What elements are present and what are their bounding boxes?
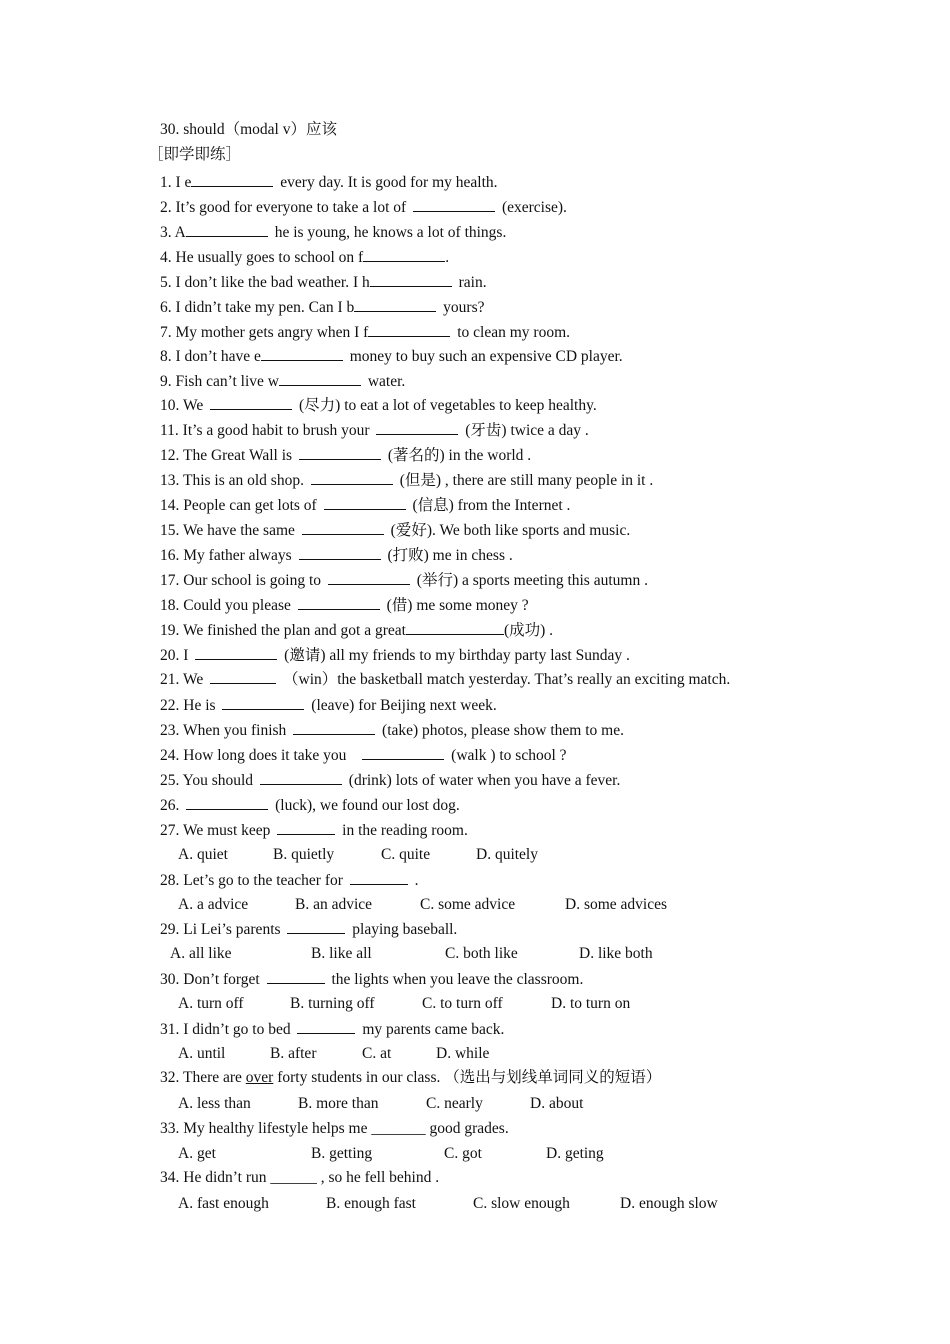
answer-blank[interactable] — [191, 172, 273, 187]
answer-blank[interactable] — [210, 395, 292, 410]
q25-suffix: (drink) lots of water when you have a fever. — [348, 772, 621, 789]
q19-suffix: (成功) . — [503, 622, 554, 639]
q1-prefix: 1. I e — [160, 174, 192, 191]
answer-blank[interactable] — [297, 1019, 355, 1034]
q16-suffix: (打败) me in chess . — [387, 547, 513, 564]
question-13 — [160, 470, 653, 491]
answer-blank[interactable] — [406, 620, 504, 635]
option-b[interactable]: B. enough fast — [326, 1195, 416, 1212]
question-21 — [160, 669, 730, 690]
q1-suffix: every day. It is good for my health. — [280, 174, 498, 191]
option-d[interactable]: D. to turn on — [551, 995, 631, 1012]
q12-prefix: 12. The Great Wall is — [160, 447, 293, 464]
answer-blank[interactable] — [277, 820, 335, 835]
q27-suffix: in the reading room. — [342, 822, 468, 839]
option-b[interactable]: B. getting — [311, 1145, 373, 1162]
q11-suffix: (牙齿) twice a day . — [465, 422, 589, 439]
q4-suffix: . — [445, 249, 450, 266]
question-31 — [160, 1019, 504, 1040]
question-8 — [160, 346, 623, 367]
answer-blank[interactable] — [222, 695, 304, 710]
q9-prefix: 9. Fish can’t live w — [160, 373, 279, 390]
answer-blank[interactable] — [354, 297, 436, 312]
q13-suffix: (但是) , there are still many people in it . — [399, 472, 654, 489]
option-b[interactable]: B. more than — [298, 1095, 379, 1112]
q3-prefix: 3. A — [160, 224, 186, 241]
option-a[interactable]: A. less than — [178, 1095, 251, 1112]
q33-text: 33. My healthy lifestyle helps me _______ good grades. — [160, 1120, 509, 1137]
q21-suffix: （win）the basketball match yesterday. That’s really an exciting match. — [283, 671, 731, 688]
q9-suffix: water. — [367, 373, 406, 390]
q6-prefix: 6. I didn’t take my pen. Can I b — [160, 299, 355, 316]
option-d[interactable]: D. about — [530, 1095, 584, 1112]
option-c[interactable]: C. some advice — [420, 896, 516, 913]
option-d[interactable]: D. enough slow — [620, 1195, 718, 1212]
option-b[interactable]: B. quietly — [273, 846, 335, 863]
option-a[interactable]: A. all like — [170, 945, 232, 962]
q8-suffix: money to buy such an expensive CD player. — [349, 348, 623, 365]
option-c[interactable]: C. slow enough — [473, 1195, 570, 1212]
q5-suffix: rain. — [458, 274, 487, 291]
q20-suffix: (邀请) all my friends to my birthday party last Sunday . — [284, 647, 630, 664]
answer-blank[interactable] — [186, 222, 268, 237]
q25-prefix: 25. You should — [160, 772, 254, 789]
answer-blank[interactable] — [299, 445, 381, 460]
answer-blank[interactable] — [267, 969, 325, 984]
answer-blank[interactable] — [279, 371, 361, 386]
q32-prefix: 32. There are — [160, 1069, 242, 1086]
q30-options — [178, 994, 630, 1014]
option-d[interactable]: D. geting — [546, 1145, 604, 1162]
option-d[interactable]: D. quitely — [476, 846, 538, 863]
option-c[interactable]: C. to turn off — [422, 995, 503, 1012]
option-a[interactable]: A. until — [178, 1045, 226, 1062]
answer-blank[interactable] — [260, 770, 342, 785]
answer-blank[interactable] — [293, 720, 375, 735]
question-19 — [160, 620, 553, 641]
q3-suffix: he is young, he knows a lot of things. — [274, 224, 507, 241]
answer-blank[interactable] — [350, 870, 408, 885]
q4-prefix: 4. He usually goes to school on f — [160, 249, 364, 266]
q7-suffix: to clean my room. — [457, 324, 570, 341]
q16-prefix: 16. My father always — [160, 547, 292, 564]
q29-prefix: 29. Li Lei’s parents — [160, 921, 281, 938]
q26-prefix: 26. — [160, 797, 180, 814]
question-11 — [160, 420, 589, 441]
item-30-text: 30. should（modal v）应该 — [160, 121, 337, 138]
q32-underlined-word: over — [245, 1069, 274, 1086]
question-34 — [160, 1168, 439, 1188]
question-25 — [160, 770, 620, 791]
option-d[interactable]: D. some advices — [565, 896, 668, 913]
question-27 — [160, 820, 468, 841]
q24-suffix: (walk ) to school ? — [451, 747, 567, 764]
question-30 — [160, 969, 583, 990]
q32-suffix: forty students in our class. （选出与划线单词同义的短语） — [277, 1069, 662, 1086]
question-7 — [160, 322, 570, 343]
q13-prefix: 13. This is an old shop. — [160, 472, 304, 489]
answer-blank[interactable] — [298, 595, 380, 610]
q15-suffix: (爱好). We both like sports and music. — [390, 522, 631, 539]
answer-blank[interactable] — [368, 322, 450, 337]
q27-prefix: 27. We must keep — [160, 822, 271, 839]
q28-prefix: 28. Let’s go to the teacher for — [160, 872, 343, 889]
item-30-heading — [160, 120, 337, 140]
q15-prefix: 15. We have the same — [160, 522, 295, 539]
option-c[interactable]: C. got — [444, 1145, 482, 1162]
option-c[interactable]: C. at — [362, 1045, 392, 1062]
q30-suffix: the lights when you leave the classroom. — [331, 971, 584, 988]
q24-prefix: 24. How long does it take you — [160, 747, 347, 764]
question-23 — [160, 720, 624, 741]
q6-suffix: yours? — [443, 299, 485, 316]
option-b[interactable]: B. an advice — [295, 896, 373, 913]
option-d[interactable]: D. like both — [579, 945, 653, 962]
option-a[interactable]: A. get — [178, 1145, 216, 1162]
option-c[interactable]: C. both like — [445, 945, 518, 962]
question-2 — [160, 197, 567, 218]
q20-prefix: 20. I — [160, 647, 189, 664]
q12-suffix: (著名的) in the world . — [387, 447, 532, 464]
answer-blank[interactable] — [363, 247, 445, 262]
answer-blank[interactable] — [302, 520, 384, 535]
q19-prefix: 19. We finished the plan and got a great — [160, 622, 406, 639]
question-22 — [160, 695, 497, 716]
q29-suffix: playing baseball. — [352, 921, 458, 938]
q31-options — [178, 1044, 489, 1064]
answer-blank[interactable] — [299, 545, 381, 560]
q31-suffix: my parents came back. — [362, 1021, 505, 1038]
question-18 — [160, 595, 529, 616]
answer-blank[interactable] — [186, 795, 268, 810]
q17-prefix: 17. Our school is going to — [160, 572, 322, 589]
q10-prefix: 10. We — [160, 397, 204, 414]
q17-suffix: (举行) a sports meeting this autumn . — [416, 572, 648, 589]
q7-prefix: 7. My mother gets angry when I f — [160, 324, 369, 341]
q26-suffix: (luck), we found our lost dog. — [275, 797, 460, 814]
q2-suffix: (exercise). — [501, 199, 567, 216]
question-33 — [160, 1119, 509, 1139]
option-a[interactable]: A. turn off — [178, 995, 244, 1012]
q27-options — [178, 845, 538, 865]
option-a[interactable]: A. fast enough — [178, 1195, 269, 1212]
answer-blank[interactable] — [324, 495, 406, 510]
question-26 — [160, 795, 460, 816]
q11-prefix: 11. It’s a good habit to brush your — [160, 422, 370, 439]
answer-blank[interactable] — [370, 272, 452, 287]
question-10 — [160, 395, 597, 416]
question-1 — [160, 172, 498, 193]
question-3 — [160, 222, 506, 243]
q32-options — [178, 1094, 583, 1114]
question-28 — [160, 870, 419, 891]
q28-options — [178, 895, 667, 915]
question-6 — [160, 297, 485, 318]
q30-prefix: 30. Don’t forget — [160, 971, 260, 988]
question-32 — [160, 1068, 661, 1088]
answer-blank[interactable] — [195, 645, 277, 660]
q34-options — [178, 1194, 718, 1214]
question-12 — [160, 445, 531, 466]
q10-suffix: (尽力) to eat a lot of vegetables to keep healthy. — [299, 397, 597, 414]
option-d[interactable]: D. while — [436, 1045, 490, 1062]
q28-suffix: . — [414, 872, 419, 889]
question-14 — [160, 495, 570, 516]
option-b[interactable]: B. turning off — [290, 995, 375, 1012]
q18-prefix: 18. Could you please — [160, 597, 291, 614]
option-a[interactable]: A. a advice — [178, 896, 249, 913]
q5-prefix: 5. I don’t like the bad weather. I h — [160, 274, 370, 291]
q31-prefix: 31. I didn’t go to bed — [160, 1021, 291, 1038]
q18-suffix: (借) me some money ? — [386, 597, 529, 614]
question-4 — [160, 247, 449, 268]
question-5 — [160, 272, 487, 293]
q22-suffix: (leave) for Beijing next week. — [311, 697, 497, 714]
answer-blank[interactable] — [287, 919, 345, 934]
section-title — [148, 145, 241, 165]
option-b[interactable]: B. like all — [311, 945, 372, 962]
q23-suffix: (take) photos, please show them to me. — [382, 722, 624, 739]
question-29 — [160, 919, 457, 940]
answer-blank[interactable] — [328, 570, 410, 585]
answer-blank[interactable] — [311, 470, 393, 485]
question-20 — [160, 645, 630, 666]
option-c[interactable]: C. quite — [381, 846, 431, 863]
answer-blank[interactable] — [376, 420, 458, 435]
answer-blank[interactable] — [362, 745, 444, 760]
q33-options — [178, 1144, 604, 1164]
answer-blank[interactable] — [413, 197, 495, 212]
question-15 — [160, 520, 630, 541]
question-9 — [160, 371, 405, 392]
q34-text: 34. He didn’t run ______ , so he fell behind . — [160, 1169, 440, 1186]
answer-blank[interactable] — [210, 669, 276, 684]
question-16 — [160, 545, 513, 566]
q14-prefix: 14. People can get lots of — [160, 497, 317, 514]
question-24 — [160, 745, 567, 766]
section-title-text: ［即学即练］ — [148, 146, 242, 163]
option-a[interactable]: A. quiet — [178, 846, 228, 863]
option-c[interactable]: C. nearly — [426, 1095, 483, 1112]
q2-prefix: 2. It’s good for everyone to take a lot of — [160, 199, 407, 216]
q29-options — [170, 944, 653, 964]
q22-prefix: 22. He is — [160, 697, 216, 714]
option-b[interactable]: B. after — [270, 1045, 317, 1062]
answer-blank[interactable] — [261, 346, 343, 361]
q21-prefix: 21. We — [160, 671, 204, 688]
q8-prefix: 8. I don’t have e — [160, 348, 261, 365]
question-17 — [160, 570, 648, 591]
q23-prefix: 23. When you finish — [160, 722, 287, 739]
q14-suffix: (信息) from the Internet . — [412, 497, 571, 514]
